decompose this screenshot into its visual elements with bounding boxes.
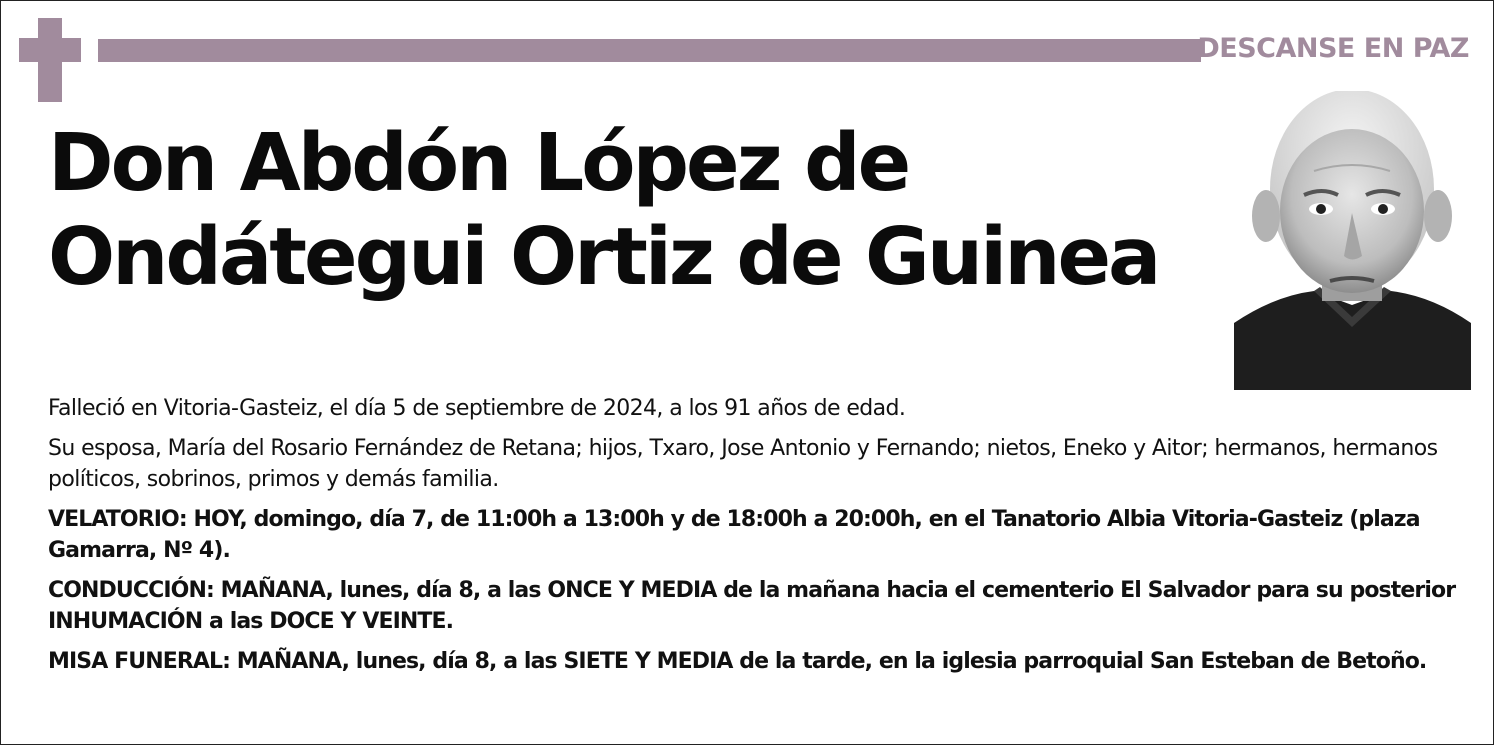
deceased-name-line-1: Don Abdón López de — [48, 117, 909, 209]
procession-details: CONDUCCIÓN: MAÑANA, lunes, día 8, a las ONCE Y MEDIA de la mañana hacia el cementerio El Salvador para su posterior INHUMACIÓN a las DOCE Y VEINTE. — [48, 578, 1456, 634]
notice-body — [48, 393, 1458, 686]
family-list: Su esposa, María del Rosario Fernández de Retana; hijos, Txaro, Jose Antonio y Fernando; nietos, Eneko y Aitor; hermanos, hermanos políticos, sobrinos, primos y demás familia. — [48, 436, 1438, 492]
deceased-name-line-2: Ondátegui Ortiz de Guinea — [48, 211, 1159, 303]
rest-in-peace-label: DESCANSE EN PAZ — [1197, 33, 1469, 64]
portrait-photo — [1234, 91, 1471, 390]
death-announcement: Falleció en Vitoria-Gasteiz, el día 5 de septiembre de 2024, a los 91 años de edad. — [48, 396, 906, 421]
funeral-mass-details: MISA FUNERAL: MAÑANA, lunes, día 8, a las SIETE Y MEDIA de la tarde, en la iglesia parroquial San Esteban de Betoño. — [48, 649, 1427, 674]
header-rule — [98, 39, 1201, 62]
wake-details: VELATORIO: HOY, domingo, día 7, de 11:00h a 13:00h y de 18:00h a 20:00h, en el Tanatorio Albia Vitoria-Gasteiz (plaza Gamarra, Nº 4). — [48, 507, 1420, 563]
cross-horizontal-bar — [19, 38, 81, 62]
deceased-name — [48, 116, 1168, 304]
